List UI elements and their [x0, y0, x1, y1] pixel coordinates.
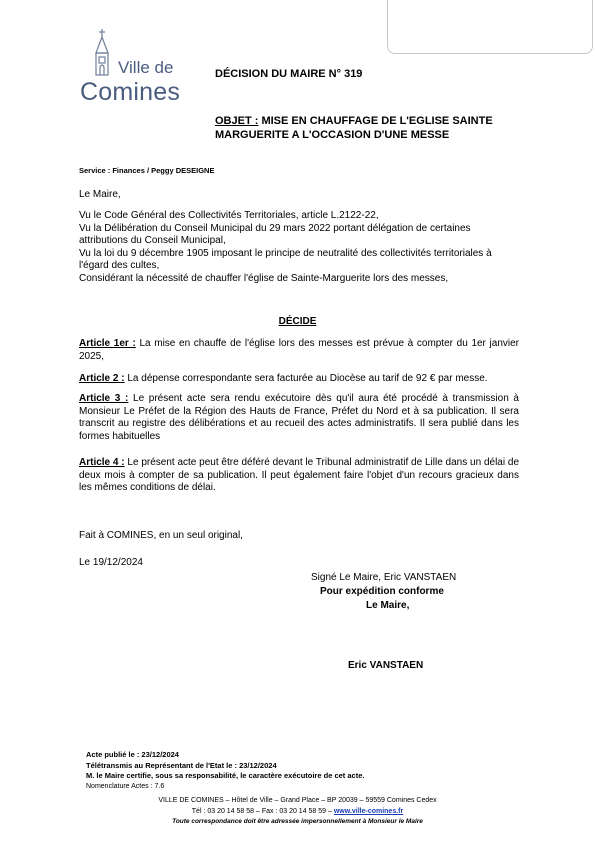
article-label: Article 2 :	[79, 373, 125, 384]
service-line: Service : Finances / Peggy DESEIGNE	[79, 166, 215, 175]
le-maire-intro: Le Maire,	[79, 189, 121, 200]
certifie-line: M. le Maire certifie, sous sa responsabilité, le caractère exécutoire de cet acte.	[86, 771, 365, 780]
tel-fax-text: Tél : 03 20 14 58 58 – Fax : 03 20 14 58 59 –	[191, 807, 334, 815]
publie-line: Acte publié le : 23/12/2024	[86, 750, 179, 759]
website-link[interactable]: www.ville-comines.fr	[333, 807, 404, 815]
objet	[215, 114, 525, 142]
decide-heading: DÉCIDE	[278, 316, 317, 327]
vu-line: Vu la loi du 9 décembre 1905 imposant le principe de neutralité des collectivités territoriales à l'égard des cultes,	[79, 247, 492, 271]
article-label: Article 4 :	[79, 457, 125, 468]
signe-line: Signé Le Maire, Eric VANSTAEN	[311, 572, 457, 583]
considerant-line: Considérant la nécessité de chauffer l'église de Sainte-Marguerite lors des messes,	[79, 272, 449, 284]
fait-a-line: Fait à COMINES, en un seul original,	[79, 530, 243, 541]
signature-title: Le Maire,	[366, 600, 410, 611]
vu-block	[79, 210, 519, 285]
article-1	[79, 338, 519, 363]
article-3	[79, 393, 519, 443]
expedition-line: Pour expédition conforme	[320, 586, 444, 597]
decision-date: Le 19/12/2024	[79, 557, 143, 568]
article-text: La mise en chauffe de l'église lors des messes est prévue à compter du 1er janvier 2025,	[79, 338, 520, 362]
contact-line	[0, 807, 595, 818]
logo-ville-text: Ville de	[118, 58, 174, 77]
article-label: Article 3 :	[79, 393, 129, 404]
teletransmis-line: Télétransmis au Représentant de l'Etat le : 23/12/2024	[86, 760, 277, 770]
address-line: VILLE DE COMINES – Hôtel de Ville – Grand Place – BP 20039 – 59559 Comines Cedex	[158, 797, 437, 804]
nomenclature-line: Nomenclature Actes : 7.6	[86, 782, 165, 790]
article-4	[79, 457, 519, 495]
objet-text: MISE EN CHAUFFAGE DE L'EGLISE SAINTE MARGUERITE A L'OCCASION D'UNE MESSE	[215, 115, 493, 141]
footer-meta	[86, 750, 364, 792]
article-text: La dépense correspondante sera facturée au Diocèse au tarif de 92 € par messe.	[124, 373, 488, 384]
article-label: Article 1er :	[79, 338, 136, 349]
decision-title: DÉCISION DU MAIRE N° 319	[215, 68, 363, 80]
stamp-box	[387, 0, 593, 54]
article-2	[79, 373, 519, 386]
logo-comines-text: Comines	[80, 78, 181, 106]
footer-address	[0, 796, 595, 828]
article-text: Le présent acte peut être déféré devant le Tribunal administratif de Lille dans un délai de deux mois à compter de sa publication. Il peut également faire l'objet d'un recours gracieux dans les mêmes conditions de délai.	[79, 457, 519, 493]
vu-line: Vu la Délibération du Conseil Municipal du 29 mars 2022 portant délégation de certaines attributions du Conseil Municipal,	[79, 222, 471, 246]
correspondence-notice: Toute correspondance doit être adressée impersonnellement à Monsieur le Maire	[172, 818, 423, 825]
signature-name: Eric VANSTAEN	[348, 660, 424, 671]
vu-line: Vu le Code Général des Collectivités Territoriales, article L.2122-22,	[79, 210, 379, 221]
objet-label: OBJET :	[215, 115, 259, 127]
article-text: Le présent acte sera rendu exécutoire dès qu'il aura été procédé à transmission à Monsieur Le Préfet de la Région des Hauts de France, Préfet du Nord et à sa publication. Il sera transcrit au registre des délibérations et au recueil des actes administratifs. Il sera publié dans les formes habituelles	[79, 393, 519, 442]
